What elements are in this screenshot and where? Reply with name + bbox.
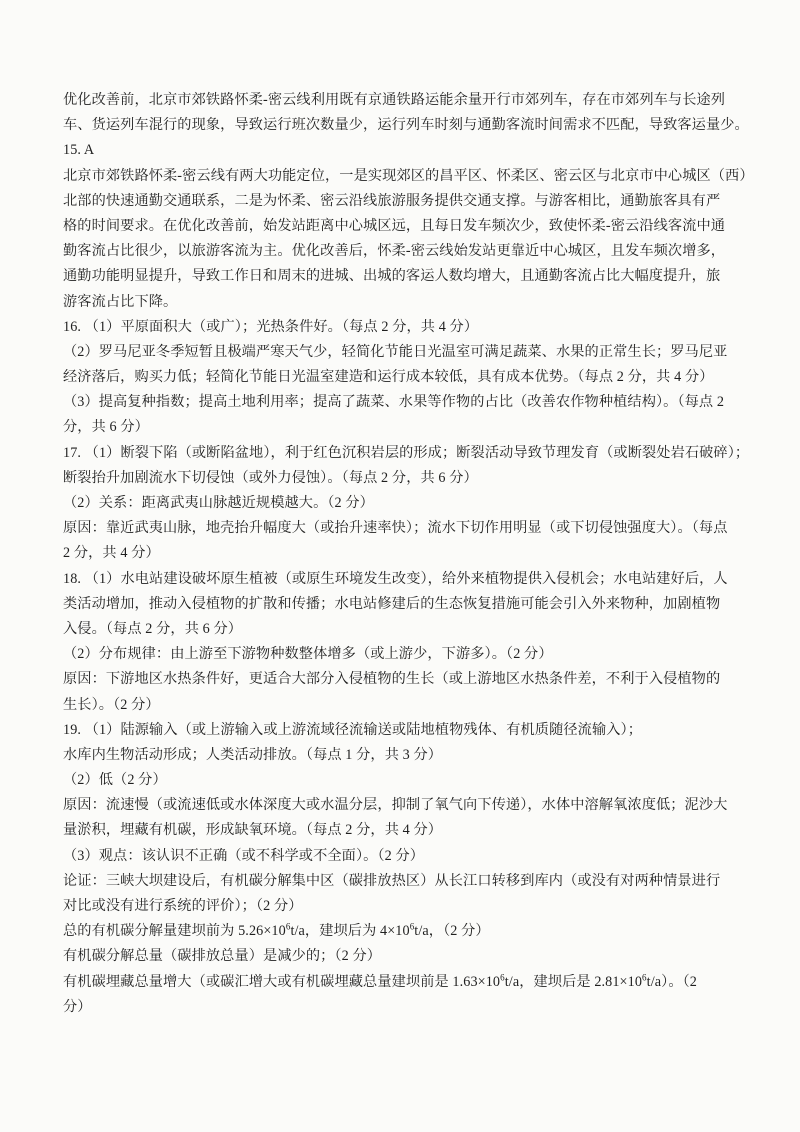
text-line: 经济落后，购买力低；轻简化节能日光温室建造和运行成本较低，具有成本优势。（每点 2 分，共 4 分） (63, 369, 714, 386)
answer-16-3: （3）提高复种指数；提高土地利用率；提高了蔬菜、水果等作物的占比（改善农作物种植结构）。（每点 2 (63, 394, 725, 411)
answer-19-3: （3）观点：该认识不正确（或不科学或不全面）。（2 分） (63, 847, 425, 864)
answer-16-2: （2）罗马尼亚冬季短暂且极端严寒天气少，轻简化节能日光温室可满足蔬菜、水果的正常生长；罗马尼亚 (63, 343, 728, 360)
superscript-exponent: 6 (642, 971, 647, 982)
answer-key-body (63, 88, 754, 1020)
answer-18-1: 18. （1）水电站建设破坏原生植被（或原生环境发生改变），给外来植物提供入侵机会；水电站建好后，人 (63, 570, 728, 587)
superscript-exponent: 6 (409, 921, 415, 932)
text-line: 格的时间要求。在优化改善前，始发站距离中心城区远，且每日发车频次少，致使怀柔-密云沿线客流中通 (63, 217, 726, 234)
formula-line-decomposition (63, 919, 739, 944)
answer-16-1: 16. （1）平原面积大（或广）；光热条件好。（每点 2 分，共 4 分） (63, 318, 479, 335)
text-line: 原因：靠近武夷山脉，地壳抬升幅度大（或抬升速率快）；流水下切作用明显（或下切侵蚀强度大）。（每点 (63, 520, 728, 537)
text-line: 有机碳分解总量（碳排放总量）是减少的；（2 分） (63, 948, 382, 965)
formula-text: 有机碳埋藏总量增大（或碳汇增大或有机碳埋藏总量建坝前是 1.63×10 (63, 973, 501, 990)
superscript-exponent: 6 (285, 921, 291, 932)
text-line: 量淤积，埋藏有机碳，形成缺氧环境。（每点 2 分，共 4 分） (63, 822, 443, 839)
answer-17-2: （2）关系：距离武夷山脉越近规模越大。（2 分） (63, 495, 374, 511)
text-line: 水库内生物活动形成；人类活动排放。（每点 1 分，共 3 分） (63, 746, 443, 763)
text-line: 分，共 6 分） (63, 419, 149, 436)
text-line: 类活动增加，推动入侵植物的扩散和传播；水电站修建后的生态恢复措施可能会引入外来物种，加剧植物 (63, 595, 721, 612)
text-line: 对比或没有进行系统的评价）；（2 分） (63, 898, 303, 914)
text-line: 北部的快速通勤交通联系，二是为怀柔、密云沿线旅游服务提供交通支撑。与游客相比，通勤旅客具有严 (63, 192, 721, 209)
text-line: 2 分，共 4 分） (63, 545, 160, 562)
text-line: 通勤功能明显提升，导致工作日和周末的进城、出城的客运人数均增大，且通勤客流占比大幅度提升，旅 (63, 268, 721, 285)
answer-19-2: （2）低（2 分） (63, 772, 167, 789)
formula-text: t/a，（2 分） (414, 923, 490, 940)
text-line: 车、货运列车混行的现象，导致运行班次数量少，运行列车时刻与通勤客流时间需求不匹配，导致客运量少。 (63, 117, 749, 134)
text-line: 入侵。（每点 2 分，共 6 分） (63, 620, 243, 637)
text-line: 原因：下游地区水热条件好，更适合大部分入侵植物的生长（或上游地区水热条件差，不利于入侵植物的 (63, 671, 721, 688)
answer-18-2: （2）分布规律：由上游至下游物种数整体增多（或上游少，下游多）。（2 分） (63, 646, 553, 663)
text-line: 原因：流速慢（或流速低或水体深度大或水温分层，抑制了氧气向下传递），水体中溶解氧浓度低；泥沙大 (63, 797, 728, 814)
formula-text: t/a，建坝后为 4×10 (290, 923, 410, 940)
text-line: 优化改善前，北京市郊铁路怀柔-密云线利用既有京通铁路运能余量开行市郊列车，存在市郊列车与长途列 (63, 92, 726, 108)
formula-line-burial (63, 970, 739, 995)
text-line: 断裂抬升加剧流水下切侵蚀（或外力侵蚀）。（每点 2 分，共 6 分） (63, 469, 478, 486)
text-line: 游客流占比下降。 (63, 293, 178, 310)
text-line: 分） (63, 998, 92, 1015)
answer-15: 15. A (63, 142, 95, 159)
answer-19-1: 19. （1）陆源输入（或上游输入或上游流域径流输送或陆地植物残体、有机质随径流输入）； (63, 721, 642, 738)
formula-text: 总的有机碳分解量建坝前为 5.26×10 (63, 923, 286, 940)
formula-text: t/a，建坝后是 2.81×10 (504, 973, 643, 990)
text-line: 生长）。（2 分） (63, 696, 160, 713)
formula-text: t/a）。（2 (646, 973, 697, 990)
superscript-exponent: 6 (500, 971, 505, 982)
answer-17-1: 17. （1）断裂下陷（或断陷盆地），利于红色沉积岩层的形成；断裂活动导致节理发育（或断裂处岩石破碎）； (63, 444, 750, 461)
text-line: 论证：三峡大坝建设后，有机碳分解集中区（碳排放热区）从长江口转移到库内（或没有对两种情景进行 (63, 872, 721, 889)
text-line: 勤客流占比很少，以旅游客流为主。优化改善后，怀柔-密云线始发站更靠近中心城区，且发车频次增多， (63, 243, 726, 260)
text-line: 北京市郊铁路怀柔-密云线有两大功能定位，一是实现郊区的昌平区、怀柔区、密云区与北京市中心城区（西） (63, 167, 754, 184)
